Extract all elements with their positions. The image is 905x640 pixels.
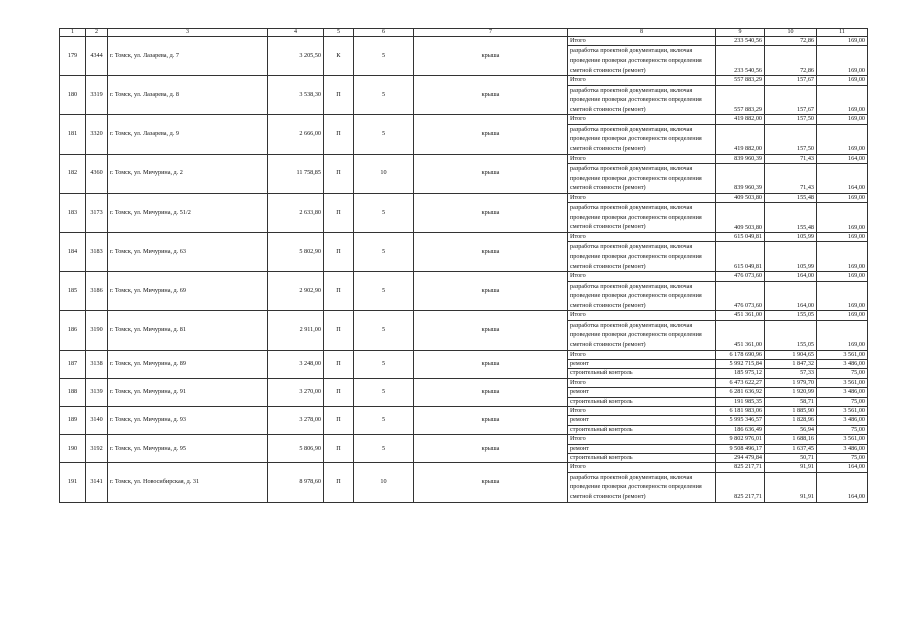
cost-v9: 451 361,00	[716, 311, 765, 320]
record-element: крыша	[414, 272, 568, 311]
cost-v10: 157,67	[765, 76, 817, 85]
work-type-label: строительный контроль	[568, 453, 716, 462]
cost-v9: 9 802 976,01	[716, 435, 765, 444]
record-element: крыша	[414, 378, 568, 406]
record-address: г. Томск, ул. Мичурина, д. 63	[108, 232, 268, 271]
record-total-row	[60, 435, 868, 444]
cost-v10: 105,99	[765, 232, 817, 241]
col-header: 6	[354, 29, 414, 37]
col-header: 10	[765, 29, 817, 37]
col-header: 7	[414, 29, 568, 37]
record-category: П	[324, 311, 354, 350]
cost-v11: 164,00	[817, 154, 868, 163]
cost-v11: 169,00	[817, 281, 868, 311]
cost-v9: 557 883,29	[716, 76, 765, 85]
cost-v10: 71,43	[765, 163, 817, 193]
cost-v9: 5 995 346,57	[716, 416, 765, 425]
record-area: 2 911,00	[268, 311, 324, 350]
cost-v10: 157,50	[765, 124, 817, 154]
record-floors: 5	[354, 193, 414, 232]
cost-v10: 157,67	[765, 85, 817, 115]
record-total-row	[60, 463, 868, 472]
cost-v10: 50,71	[765, 453, 817, 462]
cost-v10: 164,00	[765, 281, 817, 311]
record-floors: 5	[354, 76, 414, 115]
record-floors: 10	[354, 154, 414, 193]
record-code: 3319	[86, 76, 108, 115]
cost-v11: 164,00	[817, 163, 868, 193]
col-header: 11	[817, 29, 868, 37]
work-type-label: ремонт	[568, 388, 716, 397]
cost-v10: 157,50	[765, 115, 817, 124]
cost-v10: 155,48	[765, 193, 817, 202]
cost-v10: 56,94	[765, 425, 817, 434]
work-type-label: Итого	[568, 232, 716, 241]
record-address: г. Томск, ул. Мичурина, д. 51/2	[108, 193, 268, 232]
cost-v11: 75,00	[817, 397, 868, 406]
record-category: П	[324, 435, 354, 463]
cost-v10: 155,05	[765, 320, 817, 350]
cost-v11: 169,00	[817, 124, 868, 154]
cost-v9: 6 178 690,96	[716, 350, 765, 359]
record-code: 3183	[86, 232, 108, 271]
record-area: 11 758,85	[268, 154, 324, 193]
record-total-row	[60, 115, 868, 124]
record-number: 179	[60, 37, 86, 76]
cost-v10: 1 904,65	[765, 350, 817, 359]
cost-v11: 3 561,00	[817, 406, 868, 415]
work-type-label: разработка проектной документации, включая проведение проверки достоверности определения сметной стоимости (ремонт)	[568, 242, 716, 272]
record-address: г. Томск, ул. Мичурина, д. 93	[108, 406, 268, 434]
table-body	[60, 29, 868, 503]
work-type-label: разработка проектной документации, включая проведение проверки достоверности определения сметной стоимости (ремонт)	[568, 124, 716, 154]
work-type-label: Итого	[568, 463, 716, 472]
capital-repair-table	[59, 28, 868, 503]
column-number-header	[60, 29, 868, 37]
record-number: 182	[60, 154, 86, 193]
cost-v9: 839 960,39	[716, 163, 765, 193]
cost-v11: 3 486,00	[817, 444, 868, 453]
record-category: К	[324, 37, 354, 76]
record-total-row	[60, 378, 868, 387]
cost-v11: 169,00	[817, 76, 868, 85]
col-header: 4	[268, 29, 324, 37]
record-floors: 10	[354, 463, 414, 502]
cost-v11: 169,00	[817, 115, 868, 124]
record-element: крыша	[414, 37, 568, 76]
work-type-label: строительный контроль	[568, 425, 716, 434]
record-code: 3139	[86, 378, 108, 406]
cost-v11: 169,00	[817, 311, 868, 320]
record-floors: 5	[354, 37, 414, 76]
work-type-label: Итого	[568, 193, 716, 202]
record-address: г. Томск, ул. Мичурина, д. 91	[108, 378, 268, 406]
record-floors: 5	[354, 406, 414, 434]
document-page	[59, 28, 865, 503]
cost-v11: 3 486,00	[817, 359, 868, 368]
work-type-label: Итого	[568, 406, 716, 415]
record-floors: 5	[354, 272, 414, 311]
cost-v9: 6 473 622,27	[716, 378, 765, 387]
record-number: 188	[60, 378, 86, 406]
record-code: 3173	[86, 193, 108, 232]
cost-v9: 5 992 715,84	[716, 359, 765, 368]
cost-v11: 169,00	[817, 193, 868, 202]
record-area: 2 633,80	[268, 193, 324, 232]
record-category: П	[324, 154, 354, 193]
record-area: 3 538,30	[268, 76, 324, 115]
cost-v10: 91,91	[765, 472, 817, 502]
record-element: крыша	[414, 193, 568, 232]
record-area: 3 205,50	[268, 37, 324, 76]
col-header: 3	[108, 29, 268, 37]
record-number: 181	[60, 115, 86, 154]
record-number: 189	[60, 406, 86, 434]
record-category: П	[324, 350, 354, 378]
work-type-label: разработка проектной документации, включая проведение проверки достоверности определения сметной стоимости (ремонт)	[568, 203, 716, 233]
record-address: г. Томск, ул. Лазарева, д. 9	[108, 115, 268, 154]
record-element: крыша	[414, 154, 568, 193]
col-header: 9	[716, 29, 765, 37]
cost-v9: 294 479,84	[716, 453, 765, 462]
work-type-label: разработка проектной документации, включая проведение проверки достоверности определения сметной стоимости (ремонт)	[568, 281, 716, 311]
work-type-label: Итого	[568, 115, 716, 124]
record-area: 3 270,00	[268, 378, 324, 406]
col-header: 5	[324, 29, 354, 37]
record-total-row	[60, 350, 868, 359]
record-total-row	[60, 406, 868, 415]
record-area: 2 666,00	[268, 115, 324, 154]
record-category: П	[324, 76, 354, 115]
record-area: 8 978,60	[268, 463, 324, 502]
record-category: П	[324, 378, 354, 406]
work-type-label: строительный контроль	[568, 397, 716, 406]
cost-v11: 169,00	[817, 46, 868, 76]
record-number: 180	[60, 76, 86, 115]
work-type-label: Итого	[568, 378, 716, 387]
work-type-label: разработка проектной документации, включая проведение проверки достоверности определения сметной стоимости (ремонт)	[568, 320, 716, 350]
record-category: П	[324, 193, 354, 232]
cost-v11: 169,00	[817, 320, 868, 350]
cost-v11: 3 561,00	[817, 378, 868, 387]
record-total-row	[60, 154, 868, 163]
record-code: 3192	[86, 435, 108, 463]
cost-v11: 169,00	[817, 272, 868, 281]
record-category: П	[324, 272, 354, 311]
record-element: крыша	[414, 435, 568, 463]
work-type-label: разработка проектной документации, включая проведение проверки достоверности определения сметной стоимости (ремонт)	[568, 163, 716, 193]
cost-v9: 615 049,81	[716, 232, 765, 241]
cost-v9: 839 960,39	[716, 154, 765, 163]
record-floors: 5	[354, 232, 414, 271]
cost-v9: 557 883,29	[716, 85, 765, 115]
record-element: крыша	[414, 115, 568, 154]
record-category: П	[324, 463, 354, 502]
record-area: 3 248,00	[268, 350, 324, 378]
cost-v11: 75,00	[817, 369, 868, 378]
work-type-label: Итого	[568, 76, 716, 85]
cost-v9: 6 181 983,06	[716, 406, 765, 415]
cost-v9: 451 361,00	[716, 320, 765, 350]
cost-v10: 1 979,70	[765, 378, 817, 387]
cost-v9: 825 217,71	[716, 472, 765, 502]
cost-v9: 409 503,80	[716, 193, 765, 202]
record-element: крыша	[414, 463, 568, 502]
cost-v9: 191 985,35	[716, 397, 765, 406]
record-floors: 5	[354, 311, 414, 350]
cost-v11: 164,00	[817, 463, 868, 472]
cost-v11: 3 561,00	[817, 435, 868, 444]
cost-v11: 3 486,00	[817, 416, 868, 425]
record-address: г. Томск, ул. Мичурина, д. 95	[108, 435, 268, 463]
cost-v11: 3 561,00	[817, 350, 868, 359]
work-type-label: ремонт	[568, 444, 716, 453]
record-category: П	[324, 406, 354, 434]
record-element: крыша	[414, 311, 568, 350]
record-code: 3186	[86, 272, 108, 311]
record-floors: 5	[354, 115, 414, 154]
col-header: 1	[60, 29, 86, 37]
cost-v9: 476 073,60	[716, 281, 765, 311]
record-total-row	[60, 272, 868, 281]
record-number: 186	[60, 311, 86, 350]
work-type-label: разработка проектной документации, включая проведение проверки достоверности определения сметной стоимости (ремонт)	[568, 85, 716, 115]
record-address: г. Томск, ул. Лазарева, д. 8	[108, 76, 268, 115]
cost-v10: 1 847,32	[765, 359, 817, 368]
work-type-label: строительный контроль	[568, 369, 716, 378]
record-category: П	[324, 232, 354, 271]
col-header: 2	[86, 29, 108, 37]
cost-v10: 72,86	[765, 37, 817, 46]
record-total-row	[60, 193, 868, 202]
cost-v10: 1 920,99	[765, 388, 817, 397]
cost-v9: 233 540,56	[716, 37, 765, 46]
record-code: 3190	[86, 311, 108, 350]
record-address: г. Томск, ул. Мичурина, д. 2	[108, 154, 268, 193]
record-area: 2 902,90	[268, 272, 324, 311]
cost-v11: 169,00	[817, 232, 868, 241]
record-element: крыша	[414, 406, 568, 434]
record-floors: 5	[354, 435, 414, 463]
record-total-row	[60, 37, 868, 46]
record-code: 3320	[86, 115, 108, 154]
work-type-label: Итого	[568, 350, 716, 359]
record-code: 4360	[86, 154, 108, 193]
cost-v10: 1 688,16	[765, 435, 817, 444]
work-type-label: Итого	[568, 272, 716, 281]
record-number: 183	[60, 193, 86, 232]
record-address: г. Томск, ул. Мичурина, д. 69	[108, 272, 268, 311]
cost-v9: 185 975,12	[716, 369, 765, 378]
cost-v9: 6 281 636,92	[716, 388, 765, 397]
record-element: крыша	[414, 350, 568, 378]
record-total-row	[60, 76, 868, 85]
work-type-label: Итого	[568, 311, 716, 320]
cost-v11: 164,00	[817, 472, 868, 502]
record-address: г. Томск, ул. Мичурина, д. 89	[108, 350, 268, 378]
record-address: г. Томск, ул. Новосибирская, д. 31	[108, 463, 268, 502]
cost-v11: 169,00	[817, 85, 868, 115]
cost-v10: 155,05	[765, 311, 817, 320]
record-address: г. Томск, ул. Мичурина, д. 81	[108, 311, 268, 350]
record-code: 3140	[86, 406, 108, 434]
cost-v11: 169,00	[817, 203, 868, 233]
cost-v9: 419 882,00	[716, 115, 765, 124]
work-type-label: Итого	[568, 154, 716, 163]
cost-v11: 75,00	[817, 425, 868, 434]
cost-v10: 105,99	[765, 242, 817, 272]
record-code: 3141	[86, 463, 108, 502]
cost-v9: 409 503,80	[716, 203, 765, 233]
work-type-label: Итого	[568, 37, 716, 46]
record-code: 3138	[86, 350, 108, 378]
cost-v9: 419 882,00	[716, 124, 765, 154]
work-type-label: Итого	[568, 435, 716, 444]
record-number: 190	[60, 435, 86, 463]
record-number: 187	[60, 350, 86, 378]
col-header: 8	[568, 29, 716, 37]
record-number: 191	[60, 463, 86, 502]
record-area: 3 278,00	[268, 406, 324, 434]
record-area: 5 802,90	[268, 232, 324, 271]
cost-v10: 57,33	[765, 369, 817, 378]
work-type-label: ремонт	[568, 359, 716, 368]
cost-v11: 3 486,00	[817, 388, 868, 397]
record-floors: 5	[354, 378, 414, 406]
cost-v11: 75,00	[817, 453, 868, 462]
work-type-label: разработка проектной документации, включая проведение проверки достоверности определения сметной стоимости (ремонт)	[568, 46, 716, 76]
cost-v10: 72,86	[765, 46, 817, 76]
cost-v10: 91,91	[765, 463, 817, 472]
cost-v9: 233 540,56	[716, 46, 765, 76]
cost-v10: 155,48	[765, 203, 817, 233]
record-total-row	[60, 311, 868, 320]
record-total-row	[60, 232, 868, 241]
cost-v10: 71,43	[765, 154, 817, 163]
cost-v11: 169,00	[817, 37, 868, 46]
cost-v9: 186 636,49	[716, 425, 765, 434]
cost-v9: 476 073,60	[716, 272, 765, 281]
cost-v10: 1 828,96	[765, 416, 817, 425]
work-type-label: разработка проектной документации, включая проведение проверки достоверности определения сметной стоимости (ремонт)	[568, 472, 716, 502]
cost-v9: 9 508 496,17	[716, 444, 765, 453]
record-code: 4344	[86, 37, 108, 76]
record-element: крыша	[414, 232, 568, 271]
cost-v10: 164,00	[765, 272, 817, 281]
cost-v10: 1 885,90	[765, 406, 817, 415]
record-category: П	[324, 115, 354, 154]
record-number: 185	[60, 272, 86, 311]
record-number: 184	[60, 232, 86, 271]
cost-v10: 1 637,45	[765, 444, 817, 453]
work-type-label: ремонт	[568, 416, 716, 425]
cost-v9: 615 049,81	[716, 242, 765, 272]
record-area: 5 806,90	[268, 435, 324, 463]
record-address: г. Томск, ул. Лазарева, д. 7	[108, 37, 268, 76]
cost-v9: 825 217,71	[716, 463, 765, 472]
record-element: крыша	[414, 76, 568, 115]
cost-v10: 58,71	[765, 397, 817, 406]
cost-v11: 169,00	[817, 242, 868, 272]
record-floors: 5	[354, 350, 414, 378]
